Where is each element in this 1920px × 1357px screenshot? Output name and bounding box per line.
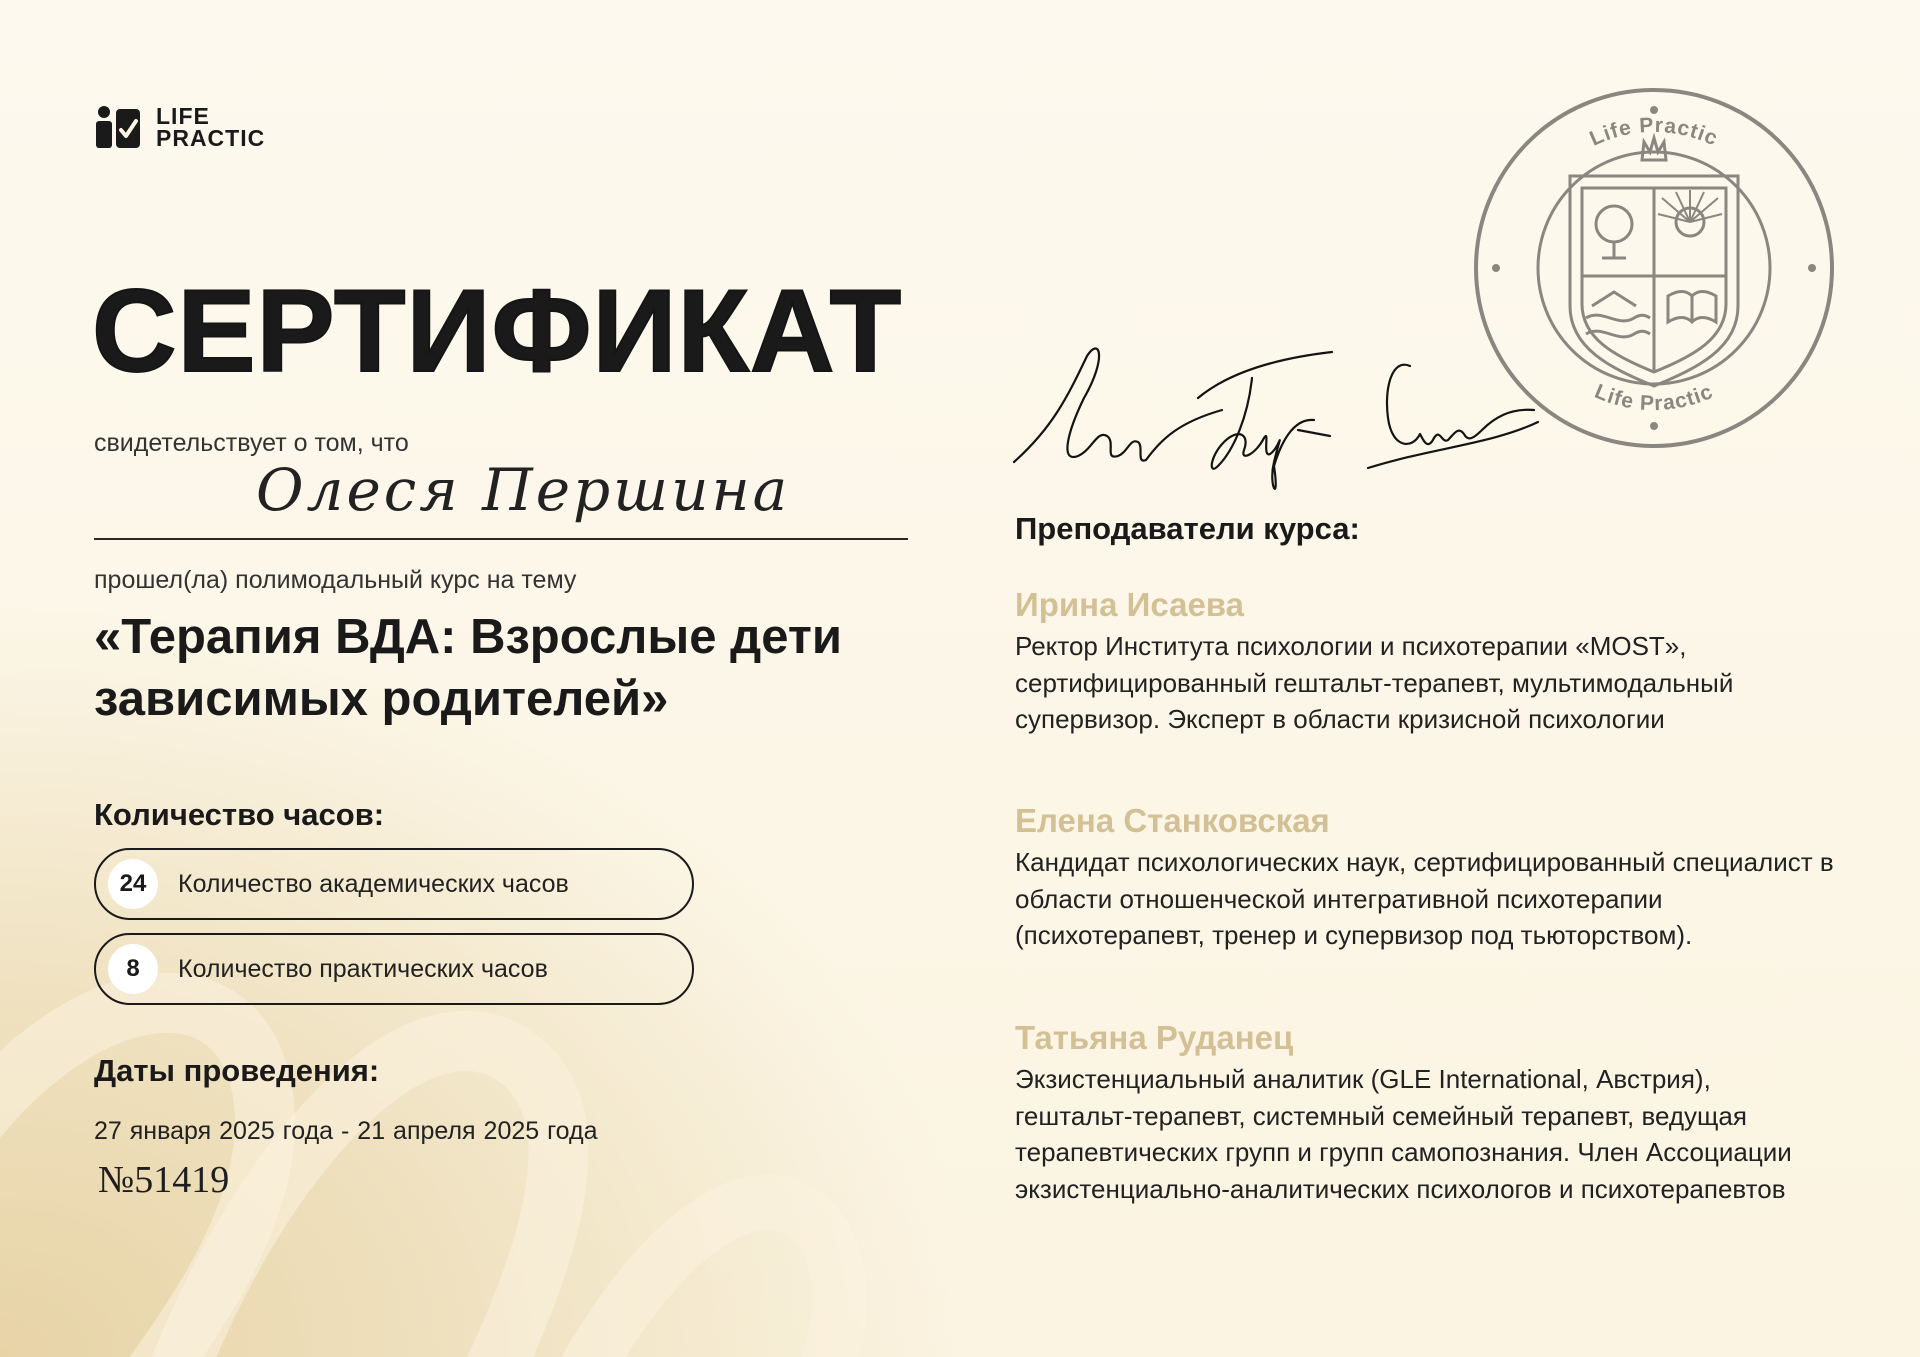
completed-course-text: прошел(ла) полимодальный курс на тему [94, 566, 577, 594]
logo-line-1: LIFE [156, 103, 210, 129]
logo-wordmark [156, 105, 265, 149]
practical-hours-label: Количество практических часов [178, 954, 548, 983]
practical-hours-pill [94, 933, 694, 1005]
seal-text-bottom: Life Practic [1591, 379, 1717, 416]
logo-mark-icon [94, 104, 142, 150]
academic-hours-label: Количество академических часов [178, 869, 569, 898]
recipient-name: Олеся Першина [256, 456, 791, 524]
dates-range: 27 января 2025 года - 21 апреля 2025 года [94, 1117, 598, 1145]
teachers-heading: Преподаватели курса: [1015, 511, 1360, 546]
teacher-signatures [1012, 338, 1542, 508]
teacher-name: Елена Станковская [1015, 802, 1330, 839]
certificate-number: №51419 [98, 1159, 230, 1201]
practical-hours-value: 8 [108, 944, 158, 994]
teacher-description: Кандидат психологических наук, сертифицированный специалист в области отношенческой интегративной психотерапии (психотерапевт, тренер и супервизор под тьюторством). [1015, 847, 1834, 950]
life-practic-logo [94, 104, 265, 150]
academic-hours-pill [94, 848, 694, 920]
signature-2 [1198, 352, 1332, 489]
academic-hours-value: 24 [108, 859, 158, 909]
teacher-card [1015, 802, 1835, 954]
teacher-card [1015, 1019, 1835, 1207]
life-practic-seal [1472, 86, 1836, 450]
recipient-underline [94, 538, 908, 540]
teacher-description: Ректор Института психологии и психотерапии «MOST», сертифицированный гештальт-терапевт, мультимодальный супервизор. Эксперт в области кризисной психологии [1015, 631, 1734, 734]
dates-heading: Даты проведения: [94, 1053, 380, 1088]
seal-text-top: Life Practic [1586, 113, 1722, 151]
logo-line-2: PRACTIC [156, 125, 266, 151]
witness-text: свидетельствует о том, что [94, 429, 409, 457]
teacher-card [1015, 586, 1835, 738]
signature-1 [1014, 348, 1222, 462]
teacher-name: Татьяна Руданец [1015, 1019, 1294, 1056]
hours-heading: Количество часов: [94, 797, 385, 832]
teacher-name: Ирина Исаева [1015, 586, 1245, 623]
teacher-description: Экзистенциальный аналитик (GLE International, Австрия), гештальт-терапевт, системный семейный терапевт, ведущая терапевтических групп и групп самопознания. Член Ассоциации экзистенциально-аналитических психологов и психотерапевтов [1015, 1064, 1792, 1204]
certificate-title: СЕРТИФИКАТ [92, 265, 903, 396]
course-title: «Терапия ВДА: Взрослые дети зависимых родителей» [94, 610, 842, 726]
